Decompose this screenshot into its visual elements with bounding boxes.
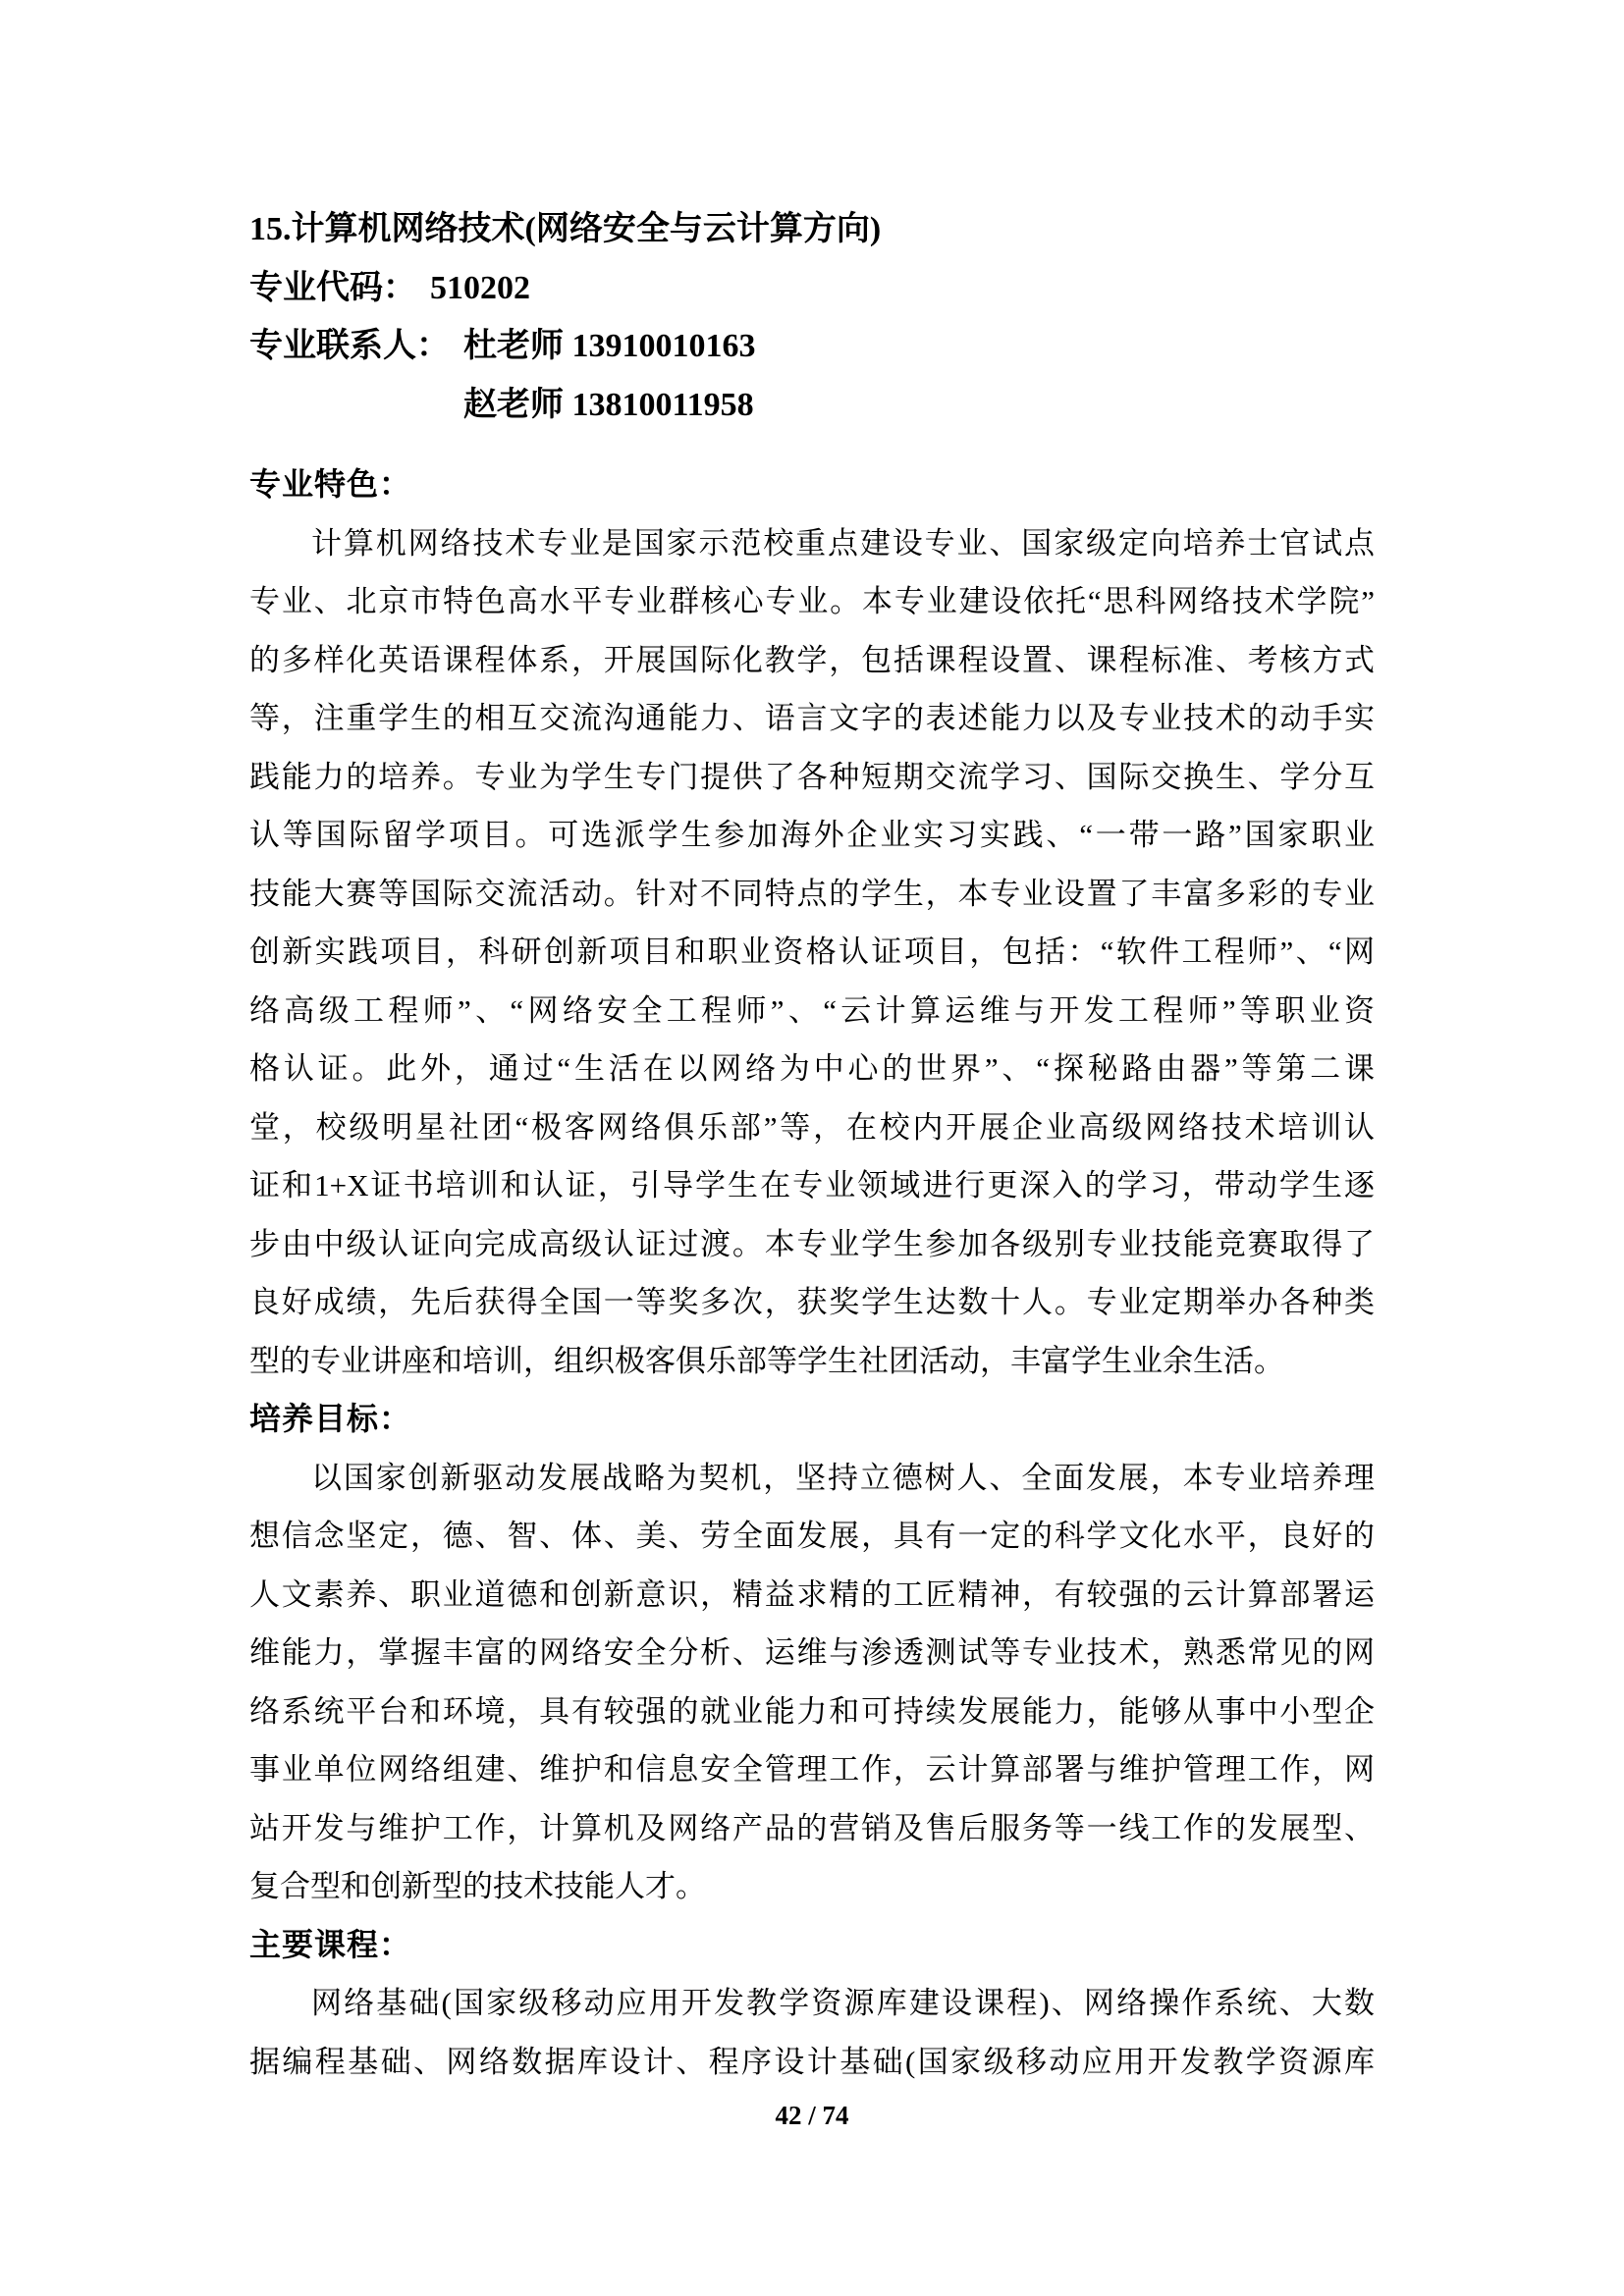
body-line: 技能大赛等国际交流活动。针对不同特点的学生，本专业设置了丰富多彩的专业: [249, 876, 1375, 911]
contact-line: 杜老师 13910010163: [463, 328, 756, 364]
body-line: 认等国际留学项目。可选派学生参加海外企业实习实践、“一带一路”国家职业: [249, 818, 1375, 852]
body-line: 创新实践项目，科研创新项目和职业资格认证项目，包括：“软件工程师”、“网: [249, 934, 1375, 969]
body-line: 践能力的培养。专业为学生专门提供了各种短期交流学习、国际交换生、学分互: [249, 759, 1375, 794]
contact-label: 专业联系人：: [249, 328, 450, 364]
body-line: 网络基础(国家级移动应用开发教学资源库建设课程)、网络操作系统、大数: [311, 1986, 1375, 2020]
contact-values: [463, 317, 756, 434]
body-line: 步由中级认证向完成高级认证过渡。本专业学生参加各级别专业技能竞赛取得了: [249, 1226, 1375, 1261]
body-line: 复合型和创新型的技术技能人才。: [249, 1869, 706, 1903]
contact-row: [249, 317, 1375, 434]
body-line: 以国家创新驱动发展战略为契机，坚持立德树人、全面发展，本专业培养理: [311, 1460, 1375, 1495]
body-line: 事业单位网络组建、维护和信息安全管理工作，云计算部署与维护管理工作，网: [249, 1752, 1375, 1787]
section-heading-goals: 培养目标：: [249, 1401, 412, 1436]
major-code-label: 专业代码：: [249, 269, 416, 306]
major-code-row: [249, 259, 1375, 318]
body-line: 证和1+X证书培训和认证，引导学生在专业领域进行更深入的学习，带动学生逐: [249, 1168, 1375, 1202]
body-line: 计算机网络技术专业是国家示范校重点建设专业、国家级定向培养士官试点: [311, 525, 1375, 561]
page-number: 42 / 74: [775, 2101, 849, 2130]
body-line: 人文素养、职业道德和创新意识，精益求精的工匠精神，有较强的云计算部署运: [249, 1576, 1375, 1612]
body-line: 型的专业讲座和培训，组织极客俱乐部等学生社团活动，丰富学生业余生活。: [249, 1343, 1284, 1378]
body-line: 想信念坚定，德、智、体、美、劳全面发展，具有一定的科学文化水平，良好的: [249, 1519, 1375, 1553]
page-content: [249, 200, 1375, 2091]
page-title: 15.计算机网络技术(网络安全与云计算方向): [249, 211, 882, 247]
section-heading-features: 专业特色：: [249, 466, 412, 502]
body-line: 专业、北京市特色高水平专业群核心专业。本专业建设依托“思科网络技术学院”: [249, 584, 1375, 618]
body-line: 良好成绩，先后获得全国一等奖多次，获奖学生达数十人。专业定期举办各种类: [249, 1285, 1375, 1319]
body-line: 等，注重学生的相互交流沟通能力、语言文字的表述能力以及专业技术的动手实: [249, 701, 1375, 735]
body-line: 格认证。此外，通过“生活在以网络为中心的世界”、“探秘路由器”等第二课: [249, 1051, 1375, 1086]
body-line: 堂，校级明星社团“极客网络俱乐部”等，在校内开展企业高级网络技术培训认: [249, 1109, 1375, 1145]
contact-line: 赵老师 13810011958: [463, 386, 754, 423]
body-line: 的多样化英语课程体系，开展国际化教学，包括课程设置、课程标准、考核方式: [249, 642, 1375, 677]
body-line: 络系统平台和环境，具有较强的就业能力和可持续发展能力，能够从事中小型企: [249, 1693, 1375, 1729]
body-line: 据编程基础、网络数据库设计、程序设计基础(国家级移动应用开发教学资源库: [249, 2044, 1375, 2079]
body-line: 站开发与维护工作，计算机及网络产品的营销及售后服务等一线工作的发展型、: [249, 1810, 1375, 1845]
major-code-value: 510202: [430, 269, 530, 306]
body-line: 络高级工程师”、“网络安全工程师”、“云计算运维与开发工程师”等职业资: [249, 992, 1375, 1028]
section-heading-courses: 主要课程：: [249, 1926, 412, 1962]
body-line: 维能力，掌握丰富的网络安全分析、运维与渗透测试等专业技术，熟悉常见的网: [249, 1635, 1375, 1670]
